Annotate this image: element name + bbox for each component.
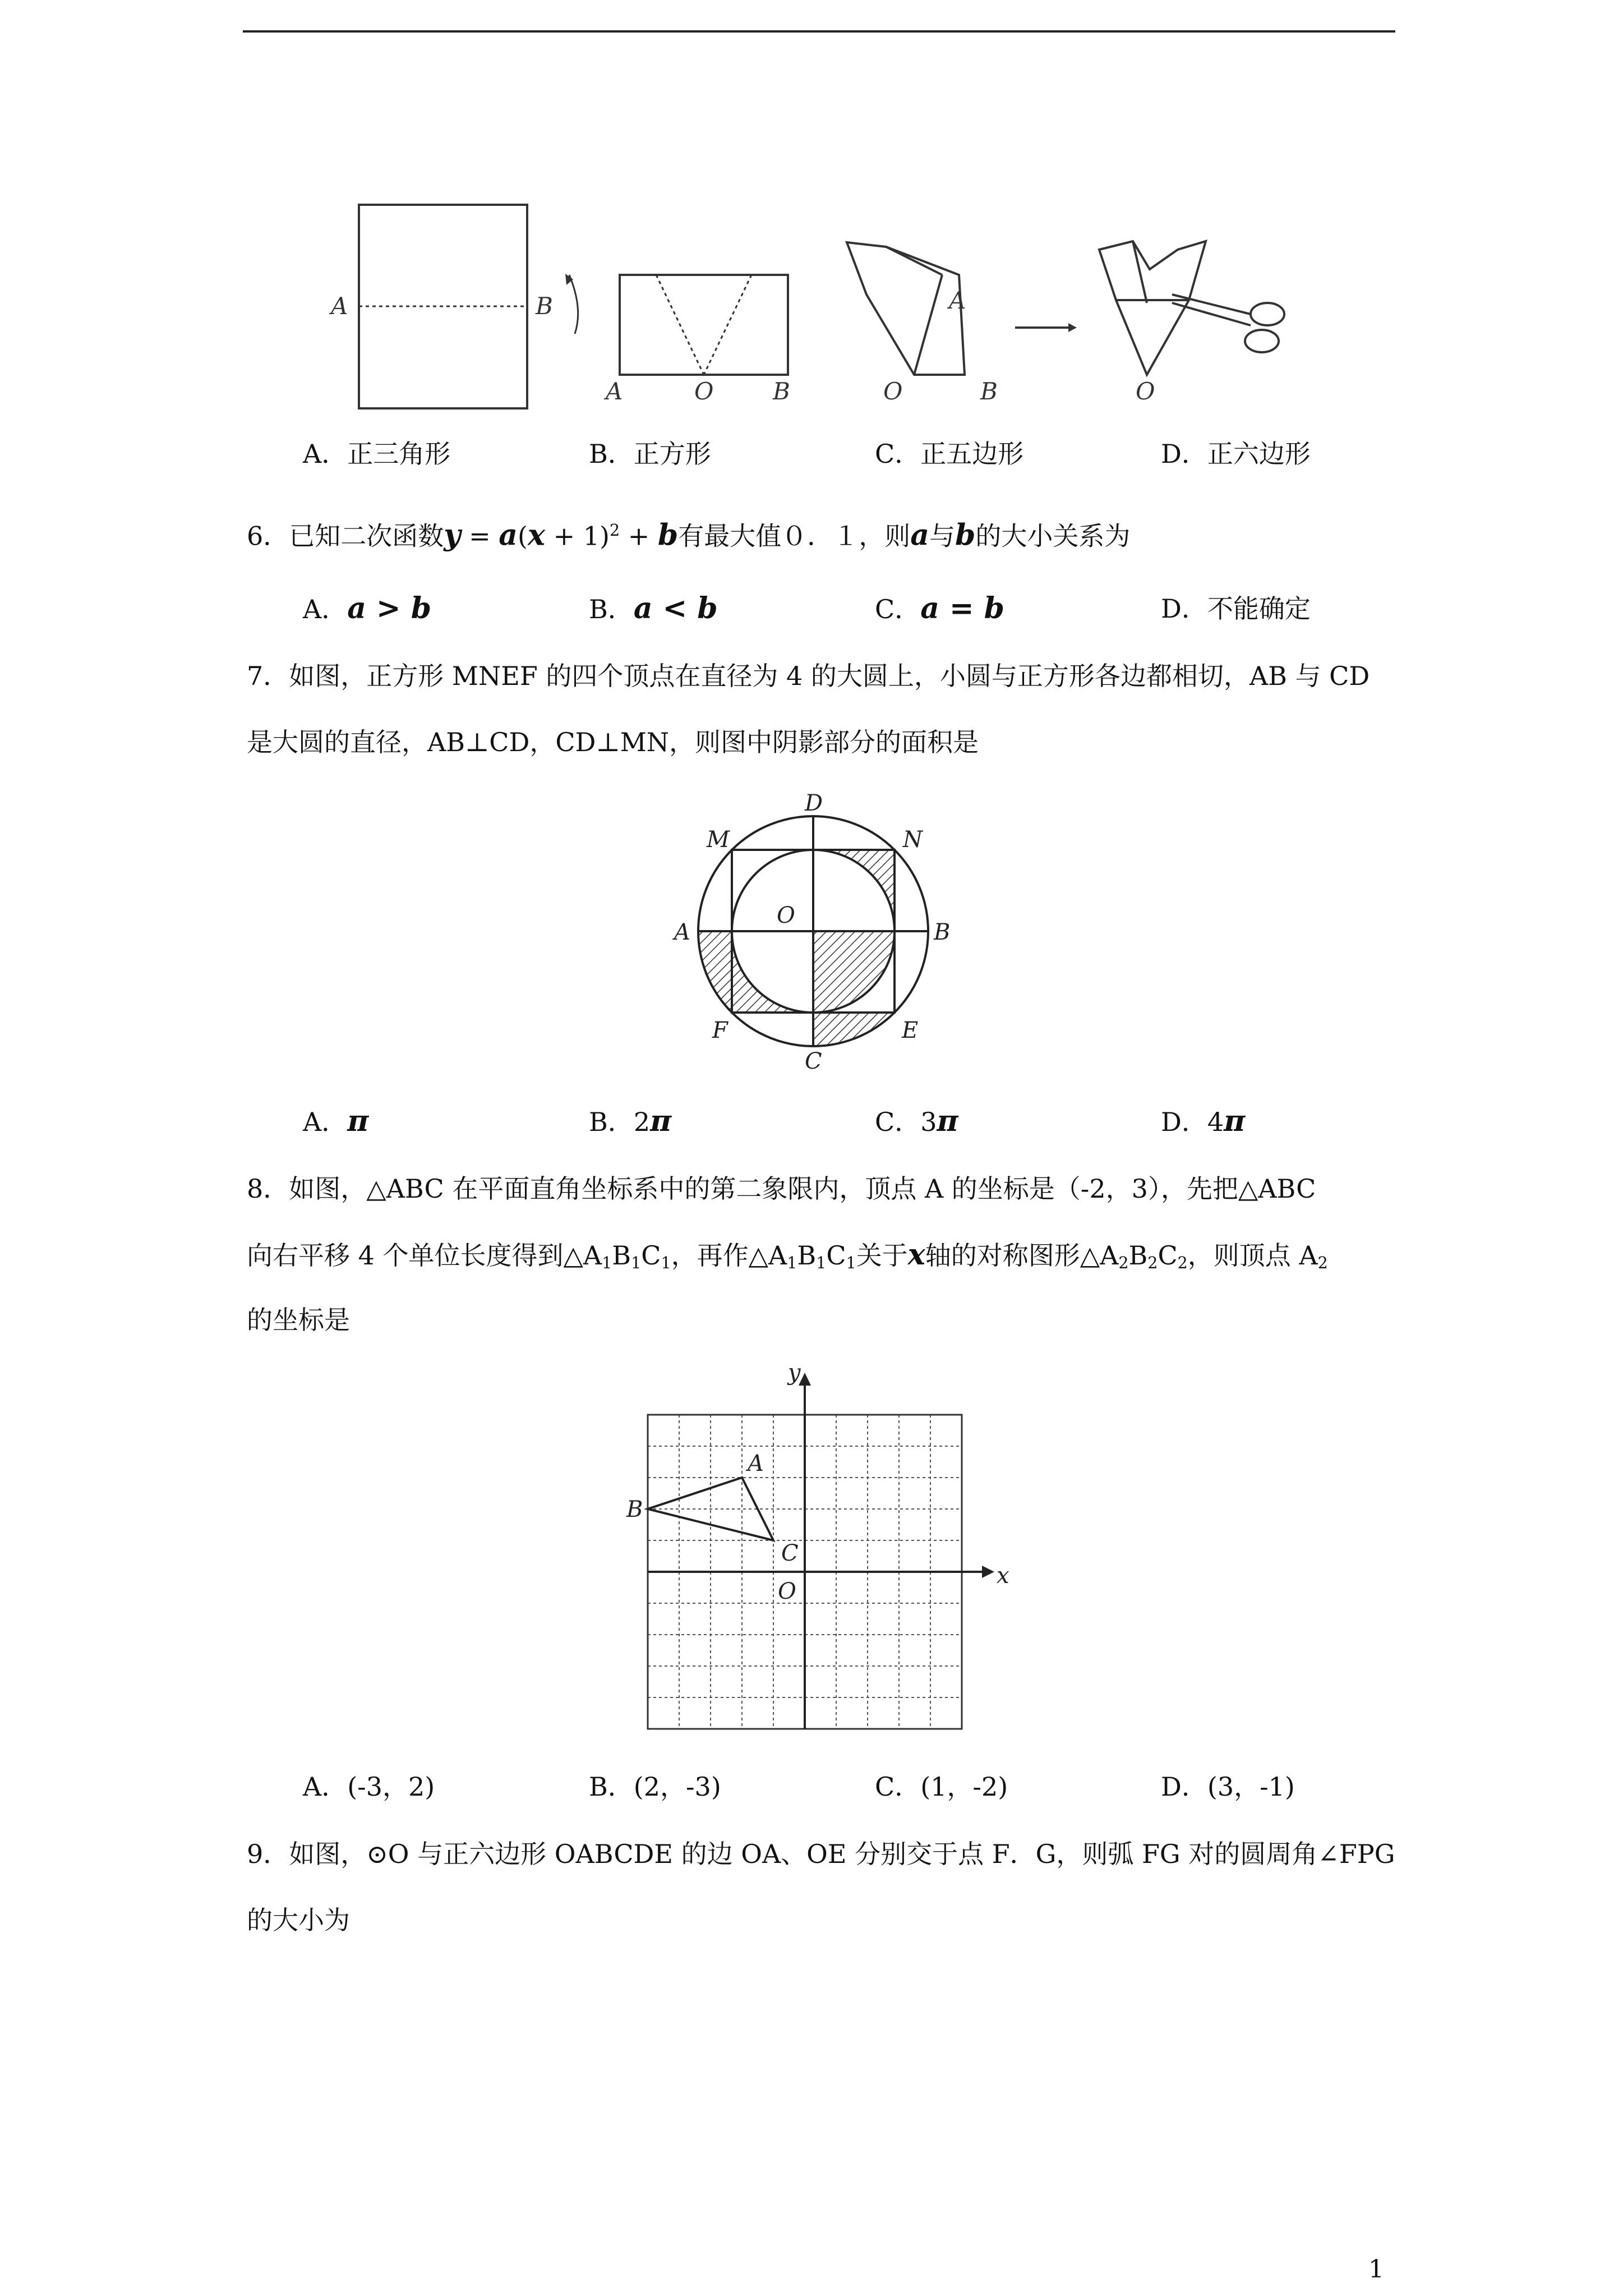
- label-e: E: [902, 1018, 919, 1043]
- q7-option-a: A．π: [303, 1104, 369, 1138]
- q5-option-c: C．正五边形: [875, 439, 1024, 469]
- q5-option-d: D．正六边形: [1161, 439, 1311, 469]
- label-f: F: [712, 1018, 728, 1043]
- fold-label-b3: B: [980, 378, 998, 405]
- q6-var-b: b: [955, 518, 976, 553]
- fold-label-b2: B: [773, 378, 790, 405]
- fold-step-3: [847, 242, 965, 375]
- q6-fn-plus1: + 1): [545, 521, 610, 551]
- fold-label-a1: A: [331, 292, 348, 320]
- q6-conj: 与: [929, 521, 955, 551]
- vertex-label-a: A: [748, 1451, 764, 1476]
- q6-fn-y: y: [444, 518, 461, 553]
- q6-fn-a: a: [499, 518, 518, 553]
- label-a: A: [674, 919, 690, 945]
- q5-option-a: A．正三角形: [303, 439, 451, 469]
- q7-line-1: 7．如图，正方形 MNEF 的四个顶点在直径为 4 的大圆上，小圆与正方形各边都相切，AB 与 CD: [247, 661, 1370, 691]
- q6-fn-open: (: [518, 521, 528, 551]
- q6-option-c: C．a = b: [875, 591, 1005, 625]
- q6-option-a: A．a > b: [303, 591, 432, 625]
- label-o: O: [777, 903, 795, 928]
- q9-line-1: 9．如图，⊙O 与正六边形 OABCDE 的边 OA、OE 分别交于点 F．G，则弧 FG 对的圆周角∠FPG: [247, 1839, 1395, 1869]
- q6-option-d: D．不能确定: [1161, 593, 1311, 624]
- fold-label-a3: A: [949, 287, 966, 314]
- label-d: D: [805, 790, 823, 816]
- q6-fn-plusb: +: [620, 521, 658, 551]
- q6-suffix: 的大小关系为: [975, 521, 1131, 551]
- label-b: B: [934, 919, 951, 945]
- fold-step-2: [620, 275, 788, 375]
- origin-label-o: O: [778, 1579, 796, 1604]
- fold-label-b1: B: [536, 292, 553, 320]
- vertex-label-b: B: [626, 1497, 643, 1522]
- x-axis-arrow-icon: [982, 1566, 994, 1578]
- axis-label-y: y: [788, 1363, 801, 1386]
- label-n: N: [903, 827, 923, 853]
- shaded-lower-left-region: [698, 931, 813, 1013]
- q8-line-1: 8．如图，△ABC 在平面直角坐标系中的第二象限内，顶点 A 的坐标是（-2，3），先把△ABC: [247, 1174, 1316, 1204]
- q8-option-d: D．(3，-1): [1161, 1772, 1295, 1802]
- header-rule: [243, 30, 1395, 33]
- q6-fn-eq: =: [460, 521, 499, 551]
- q6-option-b: B．a < b: [589, 591, 718, 625]
- q6-var-a: a: [910, 518, 929, 553]
- fold-label-o2: O: [694, 378, 714, 405]
- q6-prefix: 6．已知二次函数: [247, 521, 444, 551]
- label-m: M: [707, 827, 730, 853]
- axis-label-x: x: [997, 1563, 1009, 1589]
- q8-option-b: B．(2，-3): [589, 1772, 721, 1802]
- coordinate-grid-figure: [600, 1363, 1038, 1745]
- q7-option-c: C．3π: [875, 1104, 958, 1138]
- fold-label-o4: O: [1136, 378, 1155, 405]
- q8-line-3: 的坐标是: [247, 1305, 350, 1335]
- fold-label-a2: A: [606, 378, 623, 405]
- q6-fn-x: x: [527, 518, 545, 553]
- circle-square-figure: [667, 785, 959, 1077]
- q6-fn-b: b: [657, 518, 679, 553]
- q7-option-b: B．2π: [589, 1104, 672, 1138]
- q6-fn-sq: 2: [609, 521, 620, 540]
- q6-middle: 有最大值０．１，则: [678, 521, 911, 551]
- fold-label-o3: O: [883, 378, 903, 405]
- vertex-label-c: C: [781, 1540, 799, 1566]
- shaded-upper-right-corner: [813, 850, 895, 931]
- label-c: C: [805, 1048, 822, 1074]
- shaded-lower-right-sector: [813, 931, 895, 1013]
- q7-line-2: 是大圆的直径，AB⊥CD，CD⊥MN，则图中阴影部分的面积是: [247, 727, 979, 757]
- q8-line-2: 向右平移 4 个单位长度得到$\triangle A_1B_1C_1$，再作$\triangle A_1B_1C_1$关于x轴的对称图形$\triangle A_2B_2C_2$，则顶点 $A_2$: [247, 1237, 1328, 1273]
- q7-option-d: D．4π: [1161, 1104, 1246, 1138]
- q5-option-b: B．正方形: [589, 439, 711, 469]
- q8-option-c: C．(1，-2): [875, 1772, 1008, 1802]
- page-number: 1: [1368, 2255, 1384, 2284]
- shaded-bottom-segment: [813, 1013, 895, 1046]
- q9-line-2: 的大小为: [247, 1905, 350, 1935]
- paper-folding-figure: [320, 196, 1329, 415]
- q6-stem: [247, 513, 1130, 553]
- q8-option-a: A．(-3，2): [303, 1772, 435, 1802]
